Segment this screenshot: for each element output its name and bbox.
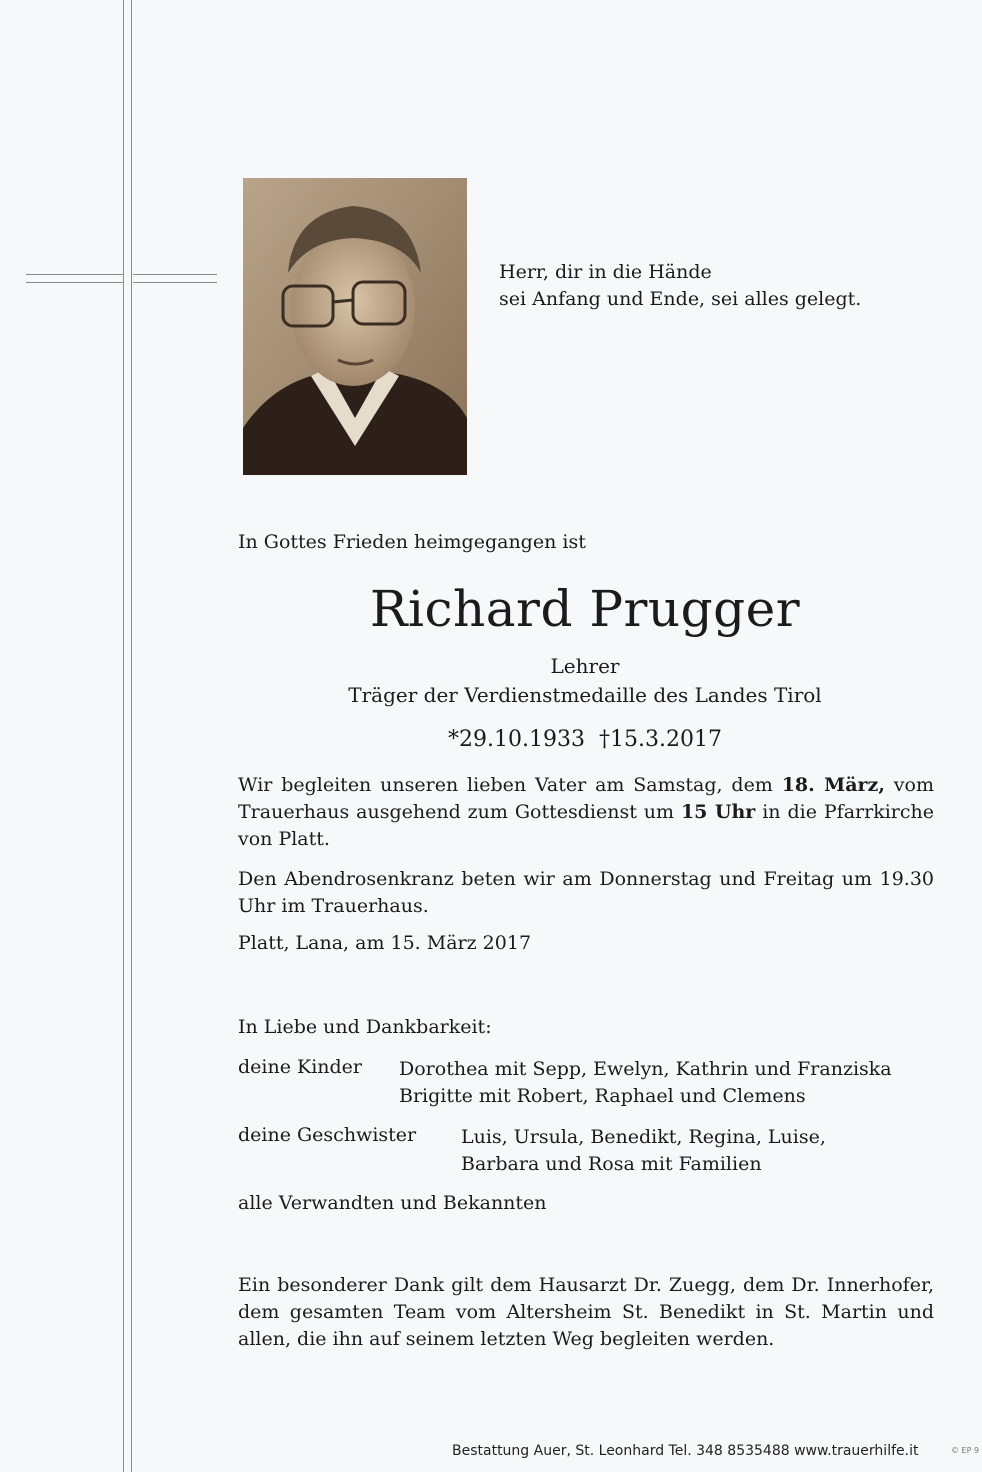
place-date: Platt, Lana, am 15. März 2017	[238, 932, 532, 954]
cross-vertical-bar	[123, 0, 133, 1472]
verse-line-1: Herr, dir in die Hände	[499, 261, 712, 283]
deceased-profession: Lehrer	[550, 654, 620, 678]
funeral-text-3: in die Pfarrkirche von Platt.	[238, 801, 934, 850]
deceased-name: Richard Prugger	[369, 580, 801, 638]
love-gratitude-line: In Liebe und Dankbarkeit:	[238, 1016, 492, 1038]
siblings-label: deine Geschwister	[238, 1124, 417, 1146]
siblings-list	[461, 1124, 826, 1178]
thanks-paragraph: Ein besonderer Dank gilt dem Hausarzt Dr. Zuegg, dem Dr. Innerhofer, dem gesamten Team vom Altersheim St. Benedikt in St. Martin und allen, die ihn auf seinem letzten Weg begleiten werden.	[238, 1274, 934, 1350]
relatives-line: alle Verwandten und Bekannten	[238, 1192, 547, 1214]
rosary-notice: Den Abendrosenkranz beten wir am Donnerstag und Freitag um 19.30 Uhr im Trauerhaus.	[238, 868, 934, 917]
funeral-time: 15 Uhr	[680, 801, 756, 823]
children-line-1: Dorothea mit Sepp, Ewelyn, Kathrin und Franziska	[399, 1058, 892, 1080]
children-line-2: Brigitte mit Robert, Raphael und Clemens	[399, 1085, 806, 1107]
siblings-line-2: Barbara und Rosa mit Familien	[461, 1153, 762, 1175]
death-date: †15.3.2017	[599, 727, 722, 752]
children-list	[399, 1056, 892, 1110]
siblings-line-1: Luis, Ursula, Benedikt, Regina, Luise,	[461, 1126, 826, 1148]
portrait-photo	[243, 178, 467, 475]
funeral-text-1: Wir begleiten unseren lieben Vater am Samstag, dem	[238, 774, 782, 796]
birth-date: *29.10.1933	[448, 727, 585, 752]
intro-text: In Gottes Frieden heimgegangen ist	[238, 531, 586, 553]
funeral-text-2: vom Trauerhaus ausgehend zum Gottesdienst um	[238, 774, 934, 823]
deceased-honor: Träger der Verdienstmedaille des Landes Tirol	[348, 683, 822, 707]
funeral-date: 18. März,	[781, 774, 885, 796]
bible-verse	[499, 259, 861, 313]
children-label: deine Kinder	[238, 1056, 363, 1078]
life-dates	[238, 727, 932, 752]
funeral-notice	[238, 772, 934, 853]
corner-mark: © EP 9	[951, 1446, 980, 1455]
cross-horizontal-bar-left	[26, 274, 123, 284]
verse-line-2: sei Anfang und Ende, sei alles gelegt.	[499, 288, 862, 310]
funeral-home-footer: Bestattung Auer, St. Leonhard Tel. 348 8535488 www.trauerhilfe.it	[452, 1443, 919, 1459]
cross-horizontal-bar-right	[133, 274, 217, 284]
